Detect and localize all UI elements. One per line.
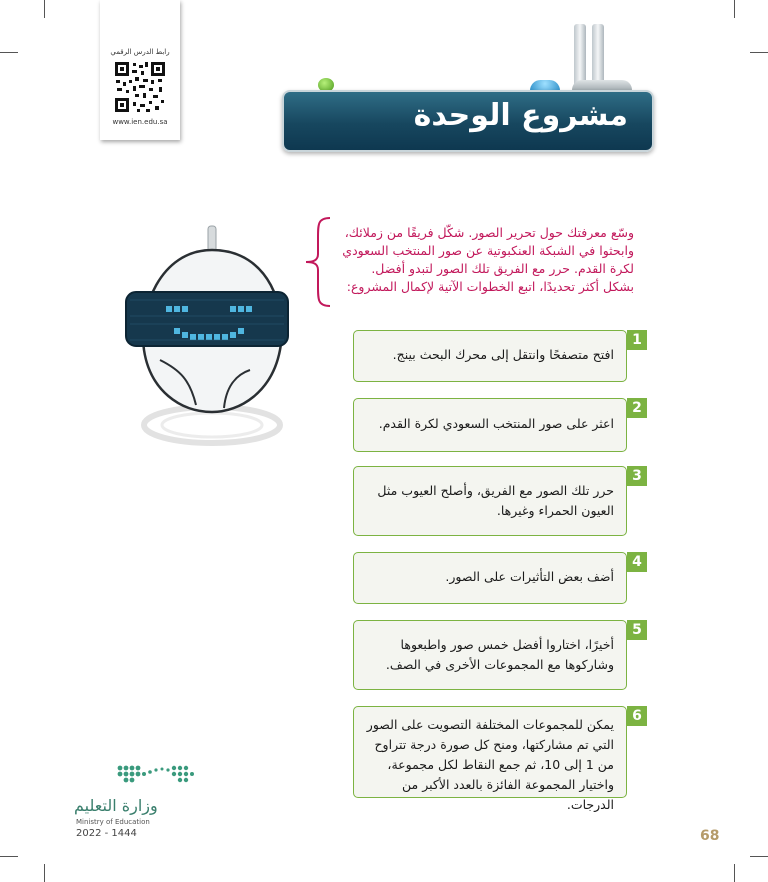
qr-label: رابط الدرس الرقمي (110, 48, 170, 56)
step-number-3: 3 (627, 466, 647, 486)
step-text: افتح متصفحًا وانتقل إلى محرك البحث بينج. (392, 347, 614, 362)
step-box-6 (353, 706, 627, 812)
page-title: مشروع الوحدة (413, 98, 628, 133)
edition-year: 2022 - 1444 (76, 828, 137, 839)
step-text: أخيرًا، اختاروا أفضل خمس صور واطبعوها وشاركوها مع المجموعات الأخرى في الصف. (385, 637, 614, 672)
ministry-logo (72, 760, 212, 840)
step-box-4 (353, 552, 627, 604)
step-text: اعثر على صور المنتخب السعودي لكرة القدم. (378, 416, 614, 431)
curly-brace-decoration (300, 216, 338, 308)
qr-url[interactable]: www.ien.edu.sa (112, 118, 168, 126)
crop-mark (734, 0, 735, 18)
step-box-2 (353, 398, 627, 452)
page-number: 68 (700, 828, 720, 844)
step-number-4: 4 (627, 552, 647, 572)
step-box-3 (353, 466, 627, 536)
ministry-name-ar: وزارة التعليم (74, 796, 158, 815)
step-text: يمكن للمجموعات المختلفة التصويت على الصور التي تم مشاركتها، ومنح كل صورة درجة تتراوح من 1 إلى 10، ثم جمع النقاط لكل مجموعة، واختيار المجموعة الفائزة بالعدد الأكبر من الدرجات. (366, 717, 614, 812)
step-number-5: 5 (627, 620, 647, 640)
crop-mark (750, 52, 768, 53)
digital-lesson-qr-card[interactable] (100, 0, 180, 140)
unit-project-banner (282, 90, 654, 152)
step-text: حرر تلك الصور مع الفريق، وأصلح العيوب مثل العيون الحمراء وغيرها. (377, 483, 614, 518)
step-number-1: 1 (627, 330, 647, 350)
crop-mark (44, 0, 45, 18)
step-box-5 (353, 620, 627, 690)
crop-mark (44, 864, 45, 882)
ministry-emblem-icon (112, 760, 242, 790)
crop-mark (0, 856, 18, 857)
crop-mark (750, 856, 768, 857)
step-text: أضف بعض التأثيرات على الصور. (445, 569, 614, 584)
crop-mark (734, 864, 735, 882)
step-number-2: 2 (627, 398, 647, 418)
crop-mark (0, 52, 18, 53)
ministry-name-en: Ministry of Education (76, 818, 150, 826)
step-box-1 (353, 330, 627, 382)
qr-code-icon[interactable] (113, 60, 167, 114)
intro-paragraph: وسّع معرفتك حول تحرير الصور. شكّل فريقًا من زملائك، وابحثوا في الشبكة العنكبوتية عن صور المنتخب السعودي لكرة القدم. حرر مع الفريق تلك الصور لتبدو أفضل. بشكل أكثر تحديدًا، اتبع الخطوات الآتية لإكمال المشروع: (342, 225, 634, 294)
step-number-6: 6 (627, 706, 647, 726)
robot-illustration (120, 220, 290, 450)
